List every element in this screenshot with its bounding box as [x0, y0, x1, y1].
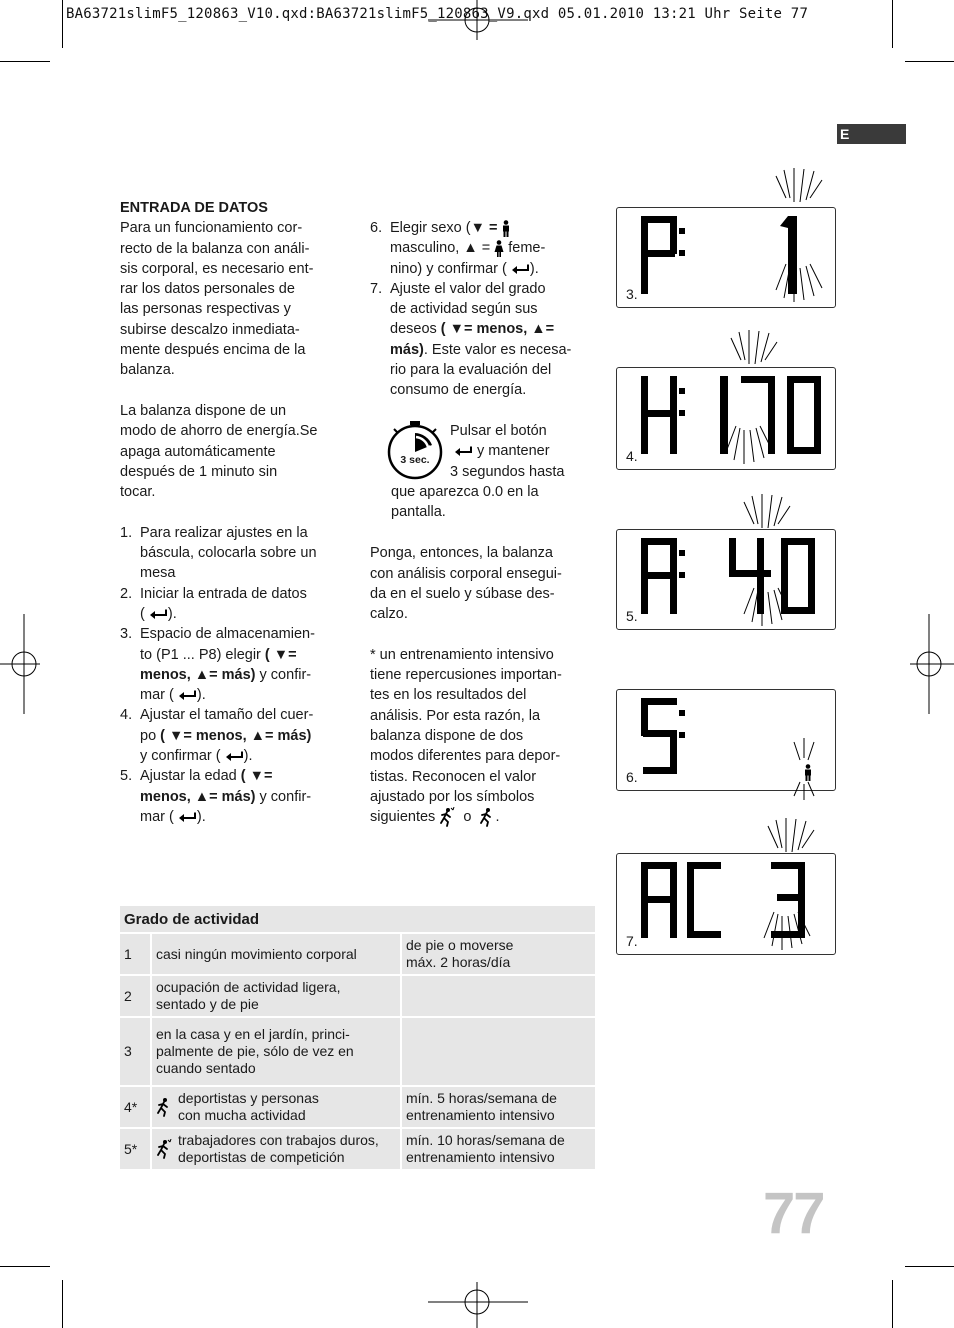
lcd-digits	[617, 530, 835, 629]
athlete-icon	[439, 807, 455, 827]
crop-mark	[905, 1266, 954, 1267]
enter-key-icon	[178, 812, 197, 822]
table-header-row	[120, 906, 595, 932]
step-6: 6. Elegir sexo (▼ = masculino, ▲ = feme- nino) y confirmar ( ).	[370, 220, 546, 277]
table-row	[120, 976, 595, 1016]
intro-line: recto de la balanza con análi-	[120, 240, 310, 257]
step-7: 7. Ajuste el valor del grado de actividad según sus deseos ( ▼= menos, ▲= más). Este valor es necesa- rio para la evaluación del consumo de energía.	[370, 280, 572, 399]
step-4: 4. Ajustar el tamaño del cuer- po ( ▼= menos, ▲= más) y confirmar ( ).	[120, 707, 314, 765]
note-line: siguientes o .	[370, 807, 595, 827]
row-description: casi ningún movimiento corporal	[150, 934, 400, 974]
note-line: modos diferentes para depor-	[370, 748, 561, 765]
row-detail: de pie o moverse máx. 2 horas/día	[400, 934, 595, 974]
display-label: 7.	[626, 933, 638, 949]
note-line: tistas. Reconocen el valor	[370, 768, 537, 785]
athlete-icon	[156, 1139, 172, 1159]
registration-mark-icon	[0, 614, 40, 714]
intro-line: balanza.	[120, 362, 175, 379]
display-label: 5.	[626, 608, 638, 624]
column-middle	[370, 218, 595, 827]
row-detail	[400, 1018, 595, 1085]
row-detail	[400, 976, 595, 1016]
row-detail: mín. 10 horas/semana de entrenamiento intensivo	[400, 1129, 595, 1169]
press-lines-top: Pulsar el botón y mantener 3 segundos hasta	[450, 422, 565, 480]
blink-rays-icon	[725, 330, 785, 366]
table-row	[120, 1129, 595, 1169]
row-description: ocupación de actividad ligera, sentado y de pie	[150, 976, 400, 1016]
row-number: 2	[120, 976, 150, 1016]
energy-line: La balanza dispone de un	[120, 402, 287, 419]
enter-key-icon	[178, 690, 197, 700]
press-lines-bottom: que aparezca 0.0 en la pantalla.	[391, 483, 539, 521]
note-line: ajustado por los símbolos	[370, 788, 535, 805]
display-label: 6.	[626, 769, 638, 785]
blink-rays-icon	[720, 424, 780, 464]
table-row	[120, 1018, 595, 1085]
stand-line: Ponga, entonces, la balanza	[370, 545, 553, 562]
stand-line: con análisis corporal ensegui-	[370, 565, 562, 582]
print-header: BA63721slimF5_120863_V10.qxd:BA63721slimF5_120863_V9.qxd 05.01.2010 13:21 Uhr Seite 77	[66, 6, 809, 22]
page-number: 77	[763, 1181, 824, 1246]
display-label: 3.	[626, 286, 638, 302]
intro-line: mente después encima de la	[120, 342, 306, 359]
row-number: 4*	[120, 1087, 150, 1127]
blink-rays-icon	[738, 586, 798, 626]
enter-key-icon	[149, 609, 168, 619]
step-2: 2. Iniciar la entrada de datos ( ).	[120, 585, 307, 622]
enter-key-icon	[511, 264, 530, 274]
note-line: balanza dispone de dos	[370, 727, 524, 744]
blink-rays-icon	[762, 818, 822, 854]
row-number: 1	[120, 934, 150, 974]
note-line: tiene repercusiones importan-	[370, 667, 562, 684]
step-3: 3. Espacio de almacenamien- to (P1 ... P8) elegir ( ▼= menos, ▲= más) y confir- mar ( ).	[120, 626, 315, 704]
enter-key-icon	[454, 446, 473, 456]
display-label: 4.	[626, 448, 638, 464]
step-5: 5. Ajustar la edad ( ▼= menos, ▲= más) y confir- mar ( ).	[120, 768, 312, 825]
row-description: en la casa y en el jardín, princi- palmente de pie, sólo de vez en cuando sentado	[150, 1018, 400, 1085]
crop-mark	[892, 1280, 893, 1328]
row-description: trabajadores con trabajos duros, deportistas de competición	[150, 1129, 400, 1169]
blink-rays-icon	[784, 738, 824, 800]
timer-label: 3 sec.	[400, 453, 430, 466]
blink-rays-icon	[758, 910, 818, 950]
crop-mark	[62, 1280, 63, 1328]
female-icon	[494, 240, 504, 257]
intro-line: Para un funcionamiento cor-	[120, 220, 303, 237]
step-1: 1. Para realizar ajustes en la báscula, colocarla sobre un mesa	[120, 524, 317, 582]
male-icon	[501, 220, 511, 237]
light-athlete-icon	[479, 807, 495, 827]
note-line: tes en los resultados del	[370, 687, 527, 704]
row-number: 5*	[120, 1129, 150, 1169]
display-5	[616, 529, 836, 630]
note-line: * un entrenamiento intensivo	[370, 646, 554, 663]
light-athlete-icon	[156, 1097, 172, 1117]
crop-mark	[0, 61, 50, 62]
energy-line: apaga automáticamente	[120, 443, 276, 460]
language-tab: E	[837, 124, 906, 144]
blink-rays-icon	[770, 168, 830, 206]
enter-key-icon	[225, 751, 244, 761]
blink-rays-icon	[738, 494, 798, 528]
timer-icon	[386, 421, 444, 481]
section-heading: ENTRADA DE DATOS	[120, 200, 268, 216]
energy-line: después de 1 minuto sin	[120, 463, 278, 480]
row-number: 3	[120, 1018, 150, 1085]
energy-line: modo de ahorro de energía.Se	[120, 423, 318, 440]
row-detail: mín. 5 horas/semana de entrenamiento intensivo	[400, 1087, 595, 1127]
crop-mark	[62, 0, 63, 48]
crop-mark	[905, 61, 954, 62]
table-row	[120, 1087, 595, 1127]
intro-line: rar los datos personales de	[120, 281, 295, 298]
crop-mark	[0, 1266, 50, 1267]
registration-mark-icon	[428, 0, 528, 40]
stand-line: calzo.	[370, 606, 408, 623]
stand-line: da en el suelo y súbase des-	[370, 585, 555, 602]
registration-mark-icon	[910, 614, 954, 714]
note-line: análisis. Por esta razón, la	[370, 707, 541, 724]
table-title: Grado de actividad	[120, 906, 595, 932]
registration-mark-icon	[428, 1282, 528, 1328]
blink-rays-icon	[770, 262, 830, 302]
energy-line: tocar.	[120, 484, 156, 501]
intro-line: sis corporal, es necesario ent-	[120, 260, 314, 277]
activity-table	[120, 904, 595, 1171]
intro-line: las personas respectivas y	[120, 301, 291, 318]
intro-line: subirse descalzo inmediata-	[120, 321, 300, 338]
row-description: deportistas y personas con mucha actividad	[150, 1087, 400, 1127]
table-row	[120, 934, 595, 974]
crop-mark	[892, 0, 893, 48]
timer-block	[370, 421, 595, 523]
column-left	[120, 198, 350, 827]
